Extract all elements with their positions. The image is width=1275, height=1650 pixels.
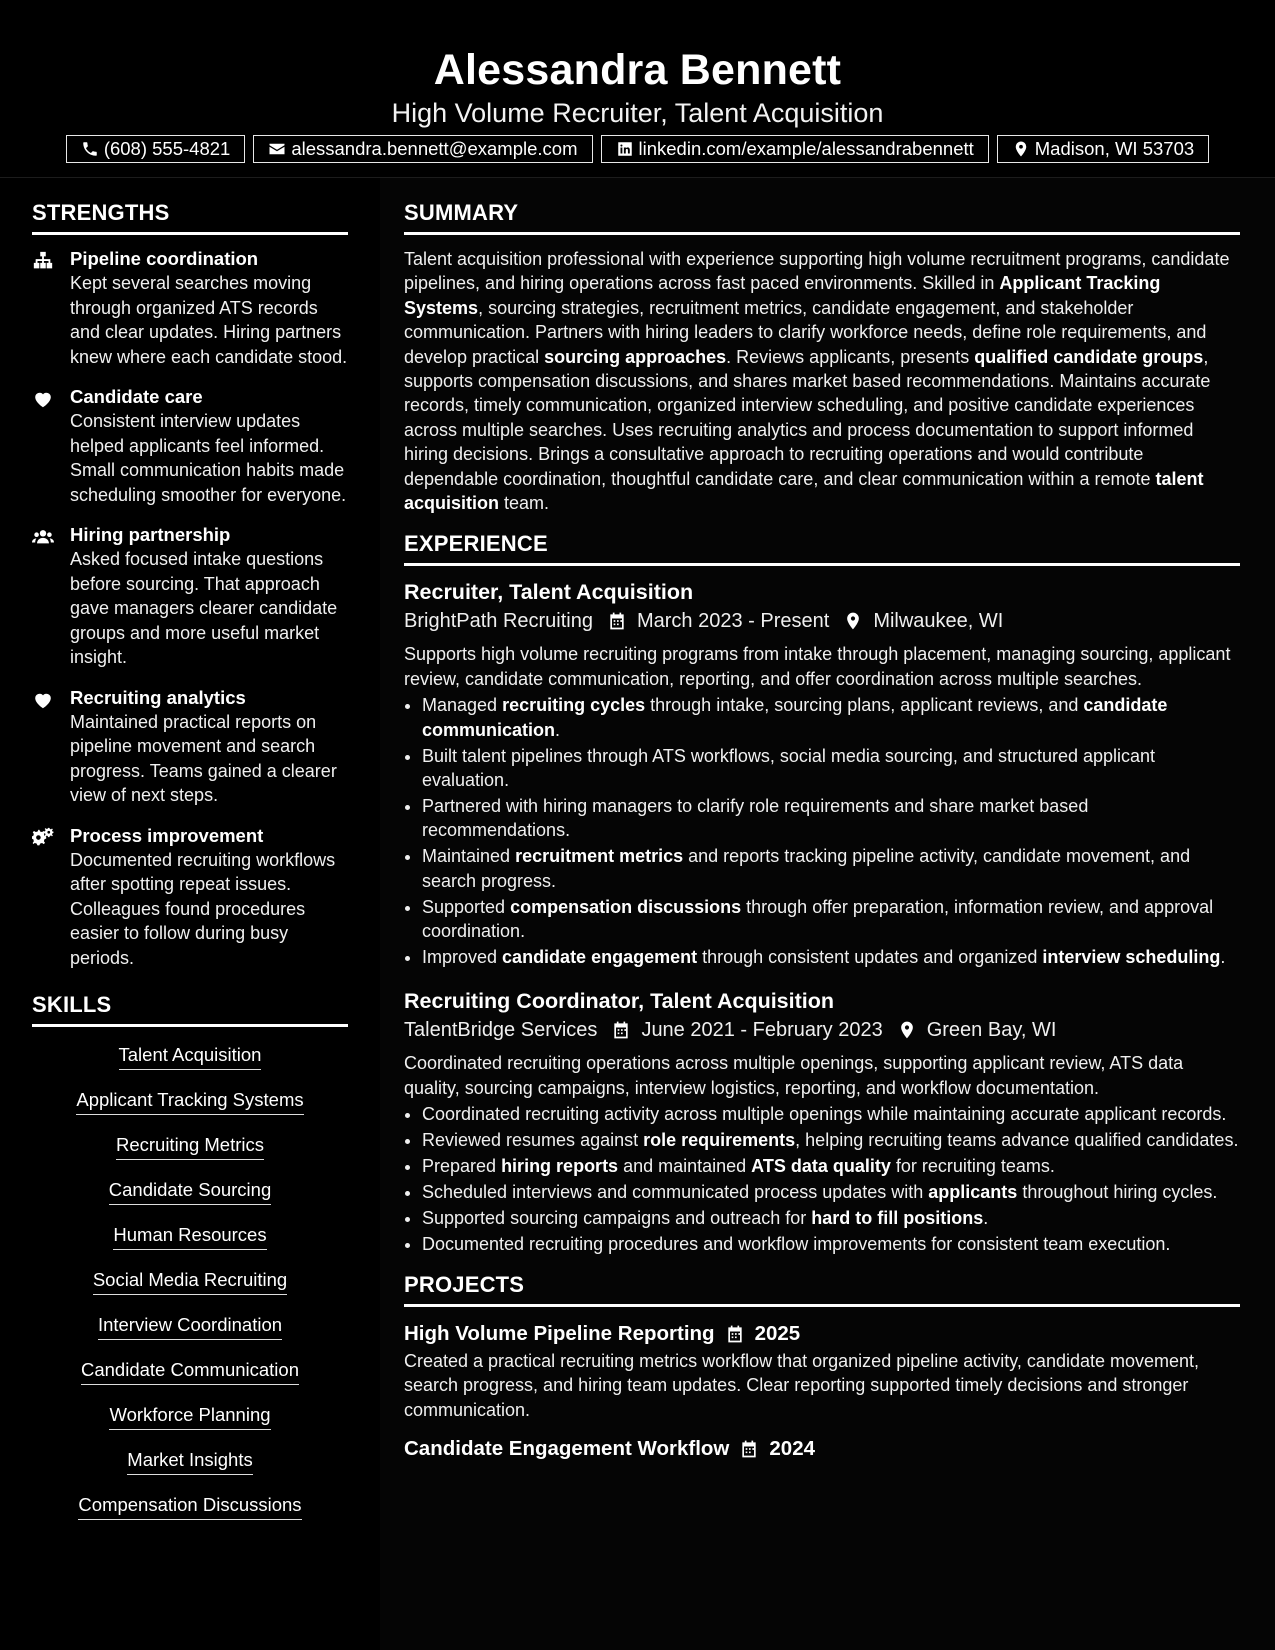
job-meta [404,606,1240,636]
contact-bar [0,135,1275,163]
contact-linkedin[interactable] [601,135,989,163]
summary-heading: SUMMARY [404,200,1240,235]
experience-heading: EXPERIENCE [404,531,1240,566]
skill-tag: Social Media Recruiting [93,1268,287,1295]
skills-heading: SKILLS [32,992,348,1027]
job-bullet: • Built talent pipelines through ATS workflows, social media sourcing, and structured applicant evaluation. [422,744,1240,793]
job-title: Recruiter, Talent Acquisition [404,580,694,605]
project-title: Candidate Engagement Workflow 2024 [404,1434,1240,1464]
job-title: Recruiting Coordinator, Talent Acquisition [404,989,835,1014]
projects-heading: PROJECTS [404,1272,1240,1307]
strength-title: Recruiting analytics [70,686,246,708]
calendar-icon [725,1324,745,1344]
skill-tag: Applicant Tracking Systems [76,1088,303,1115]
skill-tag: Workforce Planning [109,1403,270,1430]
job-description: Supports high volume recruiting programs from intake through placement, managing sourcing, applicant review, candidate communication, reporting, and offer coordination across multiple searches. [404,644,1231,689]
job-company: TalentBridge Services [404,1019,598,1042]
calendar-icon [739,1439,759,1459]
skill-tag: Talent Acquisition [119,1043,262,1070]
users-icon [32,526,54,548]
job-bullets [404,1102,1240,1256]
project-description: Created a practical recruiting metrics workflow that organized pipeline activity, candidate movement, search progress, and hiring team updates. Clear reporting supported timely decisions and stronger communication. [404,1351,1200,1420]
strength-text: Kept several searches moving through organized ATS records and clear updates. Hiring partners knew where each candidate stood. [70,273,348,367]
strength-item [32,247,348,369]
skill-tag: Candidate Sourcing [109,1178,272,1205]
strength-text: Maintained practical reports on pipeline movement and search progress. Teams gained a clearer view of next steps. [70,711,337,805]
project-title: High Volume Pipeline Reporting 2025 [404,1319,1240,1349]
calendar-icon [611,1020,631,1040]
job-bullet: • Improved candidate engagement through consistent updates and organized interview scheduling. [422,945,1240,969]
summary-text: Talent acquisition professional with experience supporting high volume recruitment programs, candidate pipelines, and hiring operations across fast paced environments. Skilled in Applicant Tracking Systems, sourcing strategies, recruitment metrics, candidate engagement, and stakeholder communication. Partners with hiring leaders to clarify workforce needs, define role requirements, and develop practical sourcing approaches. Reviews applicants, presents qualified candidate groups, supports compensation discussions, and shares market based recommendations. Maintains accurate records, timely communication, organized interview scheduling, and positive candidate experiences across multiple searches. Uses recruiting analytics and process documentation to support informed hiring decisions. Brings a consultative approach to recruiting operations and would contribute dependable coordination, thoughtful candidate care, and clear communication within a remote talent acquisition team. [404,249,1230,514]
gears-icon [32,827,54,849]
job-dates: June 2021 - February 2023 [611,1015,882,1045]
skill-tag: Recruiting Metrics [116,1133,264,1160]
job-bullet: • Reviewed resumes against role requirements, helping recruiting teams advance qualified candidates. [422,1128,1240,1152]
job-description: Coordinated recruiting operations across multiple openings, supporting applicant review, ATS data quality, sourcing campaigns, interview logistics, reporting, and workflow documentation. [404,1053,1184,1098]
strength-item [32,523,348,670]
phone-icon [81,140,99,158]
job-bullet: • Managed recruiting cycles through intake, sourcing plans, applicant reviews, and candidate communication. [422,693,1240,742]
job-bullets [404,693,1240,969]
email-text: alessandra.bennett@example.com [291,138,578,159]
heart-icon [32,689,54,711]
phone-text: (608) 555-4821 [103,138,231,159]
linkedin-icon [616,140,634,158]
heart-icon [32,388,54,410]
resume-body [0,178,1275,1650]
skill-tag: Market Insights [127,1448,252,1475]
strength-text: Asked focused intake questions before sourcing. That approach gave managers clearer candidate groups and more useful market insight. [70,549,338,667]
map-pin-icon [1012,140,1030,158]
job-bullet: • Coordinated recruiting activity across multiple openings while maintaining accurate applicant records. [422,1102,1240,1126]
job-bullet: • Scheduled interviews and communicated process updates with applicants throughout hiring cycles. [422,1180,1240,1204]
job-bullet: • Supported sourcing campaigns and outreach for hard to fill positions. [422,1206,1240,1230]
candidate-name: Alessandra Bennett [433,46,842,94]
strength-item [32,686,348,808]
contact-email[interactable] [253,135,592,163]
strength-title: Candidate care [70,386,203,407]
job-bullet: • Documented recruiting procedures and workflow improvements for consistent team execution. [422,1232,1240,1256]
job-bullet: • Supported compensation discussions through offer preparation, information review, and approval coordination. [422,895,1240,944]
project-year: 2025 [754,1322,801,1345]
job-meta [404,1015,1240,1045]
location-text: Madison, WI 53703 [1034,138,1195,159]
strength-text: Documented recruiting workflows after spotting repeat issues. Colleagues found procedures easier to follow during busy periods. [70,849,336,968]
job-company: BrightPath Recruiting [404,610,593,633]
skills-list [32,1039,348,1538]
strengths-list [32,247,348,970]
strengths-heading: STRENGTHS [32,200,348,235]
strength-title: Process improvement [70,824,264,846]
job-bullet: • Prepared hiring reports and maintained ATS data quality for recruiting teams. [422,1154,1240,1178]
skill-tag: Interview Coordination [98,1313,282,1340]
right-column [380,178,1275,1650]
left-column [0,178,380,1650]
calendar-icon [607,611,627,631]
experience-list [404,578,1240,1256]
contact-location[interactable] [997,135,1209,163]
skill-tag: Candidate Communication [81,1358,299,1385]
projects-list [404,1319,1240,1464]
job-bullet: • Maintained recruitment metrics and reports tracking pipeline activity, candidate movement, and search progress. [422,844,1240,893]
envelope-icon [268,140,286,158]
job-dates: March 2023 - Present [607,606,829,636]
strength-title: Hiring partnership [70,524,231,545]
strength-item [32,385,348,507]
linkedin-text: linkedin.com/example/alessandrabennett [638,138,974,159]
job-location: Green Bay, WI [897,1015,1057,1045]
strength-title: Pipeline coordination [70,248,259,269]
candidate-title: High Volume Recruiter, Talent Acquisition [391,98,884,128]
job-bullet: • Partnered with hiring managers to clarify role requirements and share market based recommendations. [422,794,1240,843]
project-year: 2024 [769,1437,815,1461]
contact-phone[interactable] [66,135,246,163]
sitemap-icon [32,250,54,272]
skill-tag: Compensation Discussions [78,1493,301,1520]
job-location: Milwaukee, WI [843,606,1003,636]
map-pin-icon [843,611,863,631]
skill-tag: Human Resources [113,1223,266,1250]
resume-header [0,0,1275,178]
map-pin-icon [897,1020,917,1040]
strength-item [32,824,348,971]
strength-text: Consistent interview updates helped applicants feel informed. Small communication habits made scheduling smoother for everyone. [70,411,347,505]
